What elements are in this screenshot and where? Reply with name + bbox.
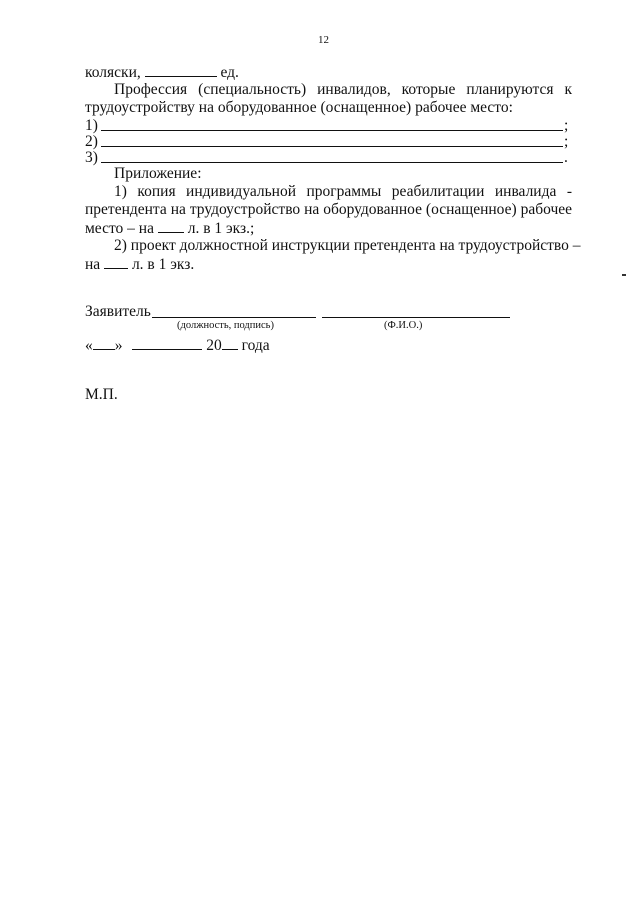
date-open-quote: «	[85, 337, 93, 354]
numbered-line-2-label: 2)	[85, 133, 98, 150]
caption-position-signature: (должность, подпись)	[177, 320, 274, 331]
numbered-line-3-label: 3)	[85, 149, 98, 166]
date-year-suffix: года	[241, 337, 270, 354]
applicant-position-signature-blank	[152, 317, 316, 318]
numbered-line-2-blank	[101, 146, 563, 147]
numbered-line-1-label: 1)	[85, 117, 98, 134]
numbered-line-1-blank	[101, 130, 563, 131]
appendix-item-1-pages-blank	[158, 219, 184, 233]
date-line	[85, 336, 270, 355]
date-close-quote: »	[114, 337, 123, 354]
profession-line-1: Профессия (специальность) инвалидов, которые планируются к	[114, 81, 572, 98]
strollers-line	[85, 63, 239, 82]
date-year-prefix: 20	[206, 337, 222, 354]
appendix-item-1-line-3	[85, 219, 254, 238]
strollers-count-blank	[145, 63, 217, 77]
caption-full-name: (Ф.И.О.)	[384, 320, 423, 331]
applicant-name-blank	[322, 317, 510, 318]
numbered-line-2-end: ;	[564, 133, 569, 150]
date-day-blank	[93, 336, 115, 350]
numbered-line-1-end: ;	[564, 117, 569, 134]
date-month-blank	[132, 336, 202, 350]
scan-mark	[622, 274, 626, 276]
appendix-heading: Приложение:	[114, 165, 202, 182]
appendix-item-1-line-2: претендента на трудоустройство на оборудованное (оснащенное) рабочее	[85, 201, 572, 218]
strollers-prefix: коляски,	[85, 64, 141, 81]
stamp-place: М.П.	[85, 386, 118, 403]
appendix-item-1-pages-suffix: л. в 1 экз.;	[187, 220, 255, 237]
numbered-line-3-end: .	[564, 149, 568, 166]
strollers-suffix: ед.	[220, 64, 239, 81]
profession-line-2: трудоустройству на оборудованное (оснащенное) рабочее место:	[85, 99, 513, 116]
appendix-item-1-line-1: 1) копия индивидуальной программы реабилитации инвалида -	[114, 183, 572, 200]
applicant-label: Заявитель	[85, 303, 151, 320]
appendix-item-2-line-1: 2) проект должностной инструкции претендента на трудоустройство –	[114, 237, 581, 254]
appendix-item-2-pages-prefix: на	[85, 256, 101, 273]
appendix-item-2-pages-blank	[104, 255, 128, 269]
appendix-item-2-pages-suffix: л. в 1 экз.	[131, 256, 195, 273]
numbered-line-3-blank	[101, 162, 563, 163]
date-year-blank	[222, 336, 238, 350]
appendix-item-1-pages-prefix: место – на	[85, 220, 154, 237]
page-number: 12	[318, 34, 329, 46]
appendix-item-2-line-2	[85, 255, 194, 274]
